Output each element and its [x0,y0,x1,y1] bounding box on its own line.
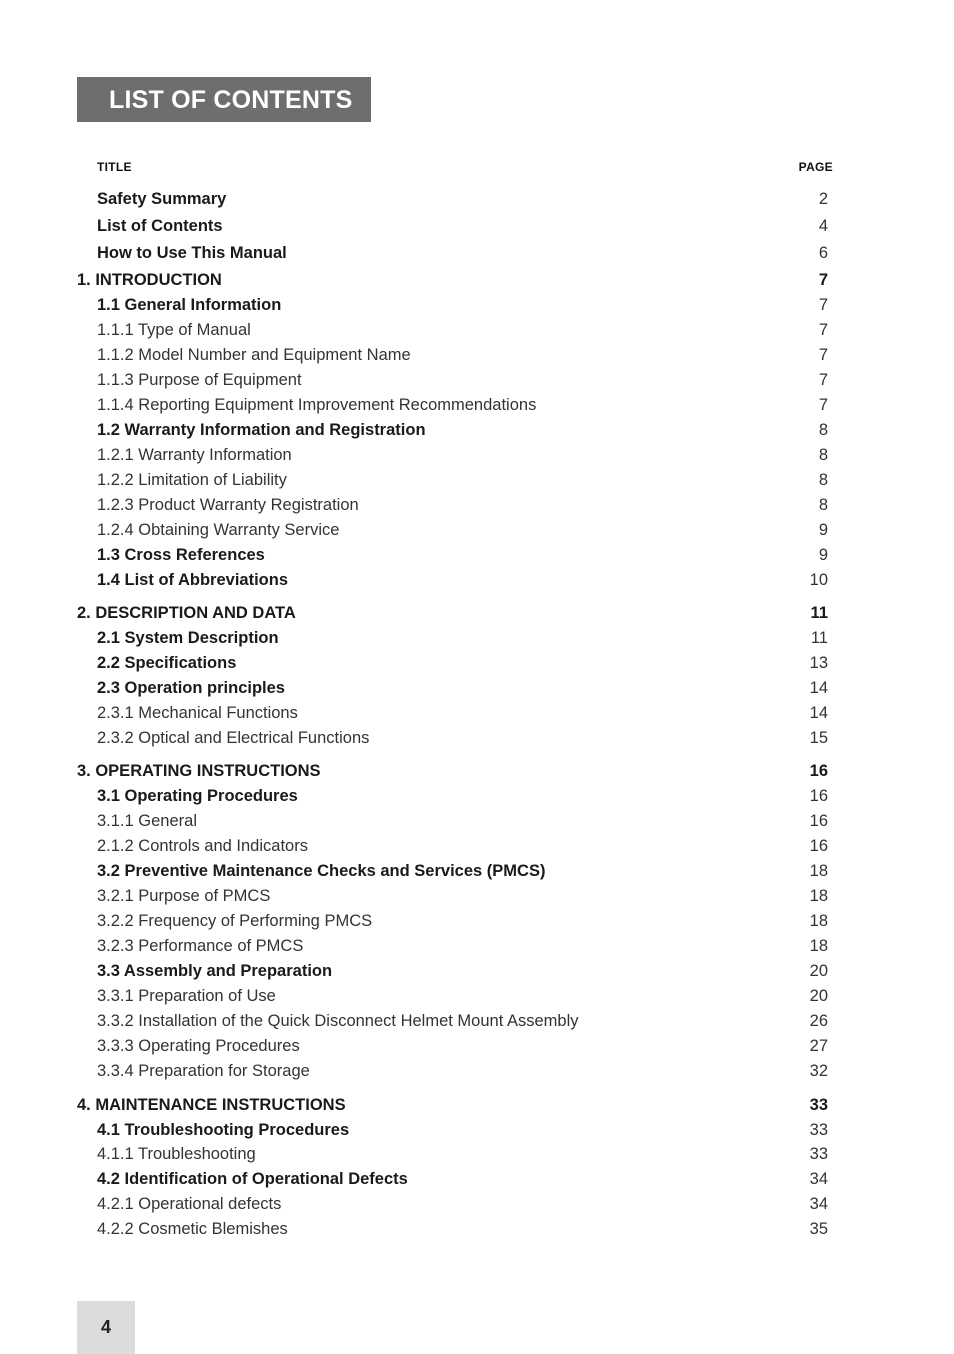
toc-entry [0,294,954,316]
toc-entry-title: 1.1.4 Reporting Equipment Improvement Recommendations [97,396,537,414]
toc-entry-title: 4.1 Troubleshooting Procedures [97,1121,350,1139]
toc-entry-page: 16 [809,762,828,780]
toc-entry-title: 3.2.3 Performance of PMCS [97,937,304,955]
toc-entry [0,835,954,857]
title-column-header: TITLE [97,160,132,174]
toc-entry-title: 2.3.2 Optical and Electrical Functions [97,729,370,747]
toc-entry-page: 11 [810,604,828,622]
toc-entry [0,885,954,907]
toc-entry-title: How to Use This Manual [97,244,287,262]
toc-entry-title: 4.2.2 Cosmetic Blemishes [97,1220,288,1238]
toc-entry-title: 1.1 General Information [97,296,282,314]
toc-entry [0,369,954,391]
toc-entry-page: 16 [809,787,828,805]
toc-entry-title: 1. INTRODUCTION [77,271,222,289]
toc-entry-title: 3. OPERATING INSTRUCTIONS [77,762,321,780]
toc-entry-title: Safety Summary [97,190,227,208]
toc-entry-title: 1.2.1 Warranty Information [97,446,292,464]
page-title: LIST OF CONTENTS [77,77,371,122]
toc-entry [0,1010,954,1032]
toc-entry-title: 3.3 Assembly and Preparation [97,962,333,980]
toc-entry [0,960,954,982]
toc-entry [0,394,954,416]
toc-entry-title: 2.3 Operation principles [97,679,285,697]
toc-entry [0,1060,954,1082]
toc-entry-page: 16 [809,837,828,855]
toc-entry-page: 18 [809,937,828,955]
toc-entry [0,760,954,782]
toc-entry-page: 35 [809,1220,828,1238]
toc-entry-title: 1.4 List of Abbreviations [97,571,289,589]
toc-entry-page: 8 [818,471,828,489]
toc-entry-title: 1.1.2 Model Number and Equipment Name [97,346,411,364]
toc-entry-title: 1.1.1 Type of Manual [97,321,251,339]
toc-entry [0,1035,954,1057]
toc-entry-title: 2.3.1 Mechanical Functions [97,704,298,722]
toc-entry-title: 1.2.4 Obtaining Warranty Service [97,521,340,539]
toc-entry-title: 4.2 Identification of Operational Defects [97,1170,408,1188]
toc-entry-title: List of Contents [97,217,223,235]
toc-entry-page: 9 [818,521,828,539]
toc-entry [0,188,954,210]
toc-entry-title: 1.2.3 Product Warranty Registration [97,496,359,514]
toc-entry-title: 4. MAINTENANCE INSTRUCTIONS [77,1096,346,1114]
toc-entry [0,860,954,882]
toc-entry [0,1119,954,1141]
toc-entry [0,785,954,807]
toc-entry-page: 14 [809,679,828,697]
toc-entry [0,569,954,591]
toc-entry [0,677,954,699]
toc-entry-page: 11 [810,629,828,647]
toc-entry-page: 2 [818,190,828,208]
toc-entry [0,702,954,724]
toc-entry-page: 9 [818,546,828,564]
toc-entry-page: 7 [818,321,828,339]
toc-entry [0,985,954,1007]
toc-entry-page: 18 [809,912,828,930]
toc-entry-page: 8 [818,446,828,464]
toc-entry [0,215,954,237]
toc-entry [0,419,954,441]
toc-entry-title: 2. DESCRIPTION AND DATA [77,604,296,622]
toc-entry-page: 34 [809,1170,828,1188]
toc-entry [0,627,954,649]
toc-entry-page: 6 [818,244,828,262]
toc-entry-page: 33 [809,1121,828,1139]
toc-entry [0,910,954,932]
toc-entry [0,602,954,624]
toc-entry-title: 3.3.1 Preparation of Use [97,987,276,1005]
toc-entry [0,1218,954,1240]
toc-entry-page: 8 [818,496,828,514]
toc-entry-title: 3.2 Preventive Maintenance Checks and Services (PMCS) [97,862,546,880]
toc-entry-title: 4.1.1 Troubleshooting [97,1145,256,1163]
toc-entry-page: 4 [818,217,828,235]
toc-entry-page: 20 [809,987,828,1005]
toc-entry [0,727,954,749]
toc-entry-title: 2.1.2 Controls and Indicators [97,837,308,855]
toc-entry-page: 26 [809,1012,828,1030]
toc-entry-title: 1.2.2 Limitation of Liability [97,471,287,489]
toc-entry-page: 7 [818,346,828,364]
toc-entry-title: 4.2.1 Operational defects [97,1195,282,1213]
toc-entry-page: 18 [809,887,828,905]
toc-entry-page: 16 [809,812,828,830]
toc-entry-page: 7 [818,371,828,389]
page-number: 4 [77,1301,135,1354]
toc-entry-page: 33 [809,1145,828,1163]
toc-entry-title: 3.3.2 Installation of the Quick Disconnect Helmet Mount Assembly [97,1012,579,1030]
toc-entry-title: 1.2 Warranty Information and Registration [97,421,426,439]
toc-entry-page: 20 [809,962,828,980]
toc-entry [0,269,954,291]
toc-entry-title: 3.3.3 Operating Procedures [97,1037,300,1055]
toc-entry [0,810,954,832]
toc-entry-page: 7 [818,396,828,414]
toc-entry-page: 14 [809,704,828,722]
toc-entry-page: 7 [818,271,828,289]
toc-entry-page: 33 [809,1096,828,1114]
toc-entry [0,319,954,341]
toc-entry [0,344,954,366]
toc-entry [0,652,954,674]
toc-entry-page: 34 [809,1195,828,1213]
toc-entry-title: 2.1 System Description [97,629,279,647]
toc-entry [0,935,954,957]
toc-entry-title: 2.2 Specifications [97,654,237,672]
toc-entry [0,544,954,566]
toc-entry [0,494,954,516]
toc-entry-title: 3.1.1 General [97,812,197,830]
toc-entry-page: 32 [809,1062,828,1080]
toc-entry [0,444,954,466]
toc-entry-page: 10 [809,571,828,589]
toc-entry [0,1143,954,1165]
toc-entry [0,1094,954,1116]
toc-entry-page: 18 [809,862,828,880]
toc-entry [0,1168,954,1190]
toc-entry-page: 15 [809,729,828,747]
toc-entry [0,242,954,264]
page-column-header: PAGE [798,160,833,174]
toc-entry-title: 3.3.4 Preparation for Storage [97,1062,310,1080]
toc-entry-title: 1.1.3 Purpose of Equipment [97,371,302,389]
toc-entry-page: 13 [809,654,828,672]
toc-entry-title: 1.3 Cross References [97,546,265,564]
toc-entry-title: 3.2.2 Frequency of Performing PMCS [97,912,373,930]
toc-entry-page: 27 [809,1037,828,1055]
toc-entry-page: 8 [818,421,828,439]
toc-entry [0,1193,954,1215]
toc-entry-page: 7 [818,296,828,314]
toc-entry-title: 3.1 Operating Procedures [97,787,298,805]
toc-entry [0,469,954,491]
toc-entry-title: 3.2.1 Purpose of PMCS [97,887,271,905]
toc-entry [0,519,954,541]
